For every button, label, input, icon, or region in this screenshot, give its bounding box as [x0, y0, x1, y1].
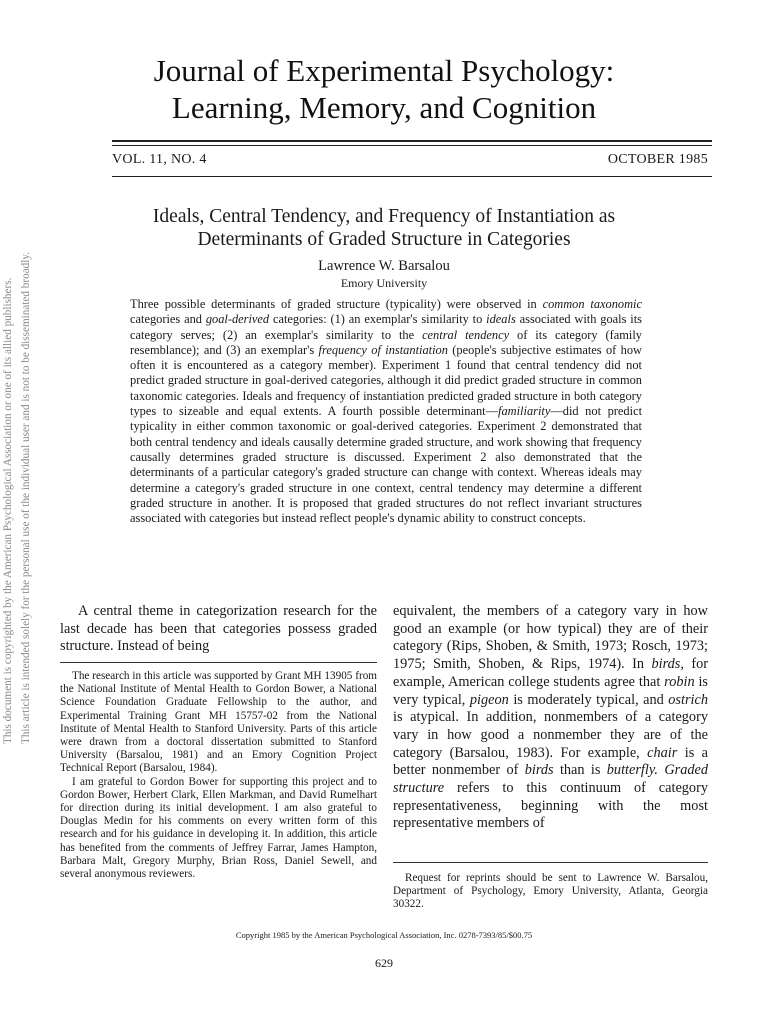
volume-issue: VOL. 11, NO. 4: [112, 152, 207, 167]
abstract: Three possible determinants of graded structure (typicality) were observed in common taxonomic categories and goal-derived categories: (1) an exemplar's similarity to ideals associated with goals its category serves; (2) an exemplar's similarity to the central tendency of its category (family resemblance); and (3) an exemplar's frequency of instantiation (people's subjective estimates of how often it is encountered as a category member). Experiment 1 found that central tendency did not predict graded structure in goal-derived categories, although it did predict graded structure in common taxonomic categories. Ideals and frequency of instantiation predicted graded structure in both category types to sizeable and equal extents. A fourth possible determinant—familiarity—did not predict typicality in either common taxonomic or goal-derived categories. Experiment 2 demonstrated that both central tendency and ideals causally determine graded structure, and work showing that frequency causally determines graded structure is discussed. Experiment 2 also demonstrated that the determinants of a particular category's graded structure can change with context. Whereas ideals may determine a category's graded structure in one context, central tendency may determine a different graded structure in another. It is proposed that graded structures do not reflect invariant structures associated with categories but instead reflect people's dynamic ability to construct concepts.: [130, 297, 643, 526]
header-rule-top-thin: [112, 145, 712, 146]
article-title-line2: Determinants of Graded Structure in Categories: [197, 229, 571, 250]
body-right-column: equivalent, the members of a category vary in how good an example (or how typical) they are of their category (Rips, Shoben, & Smith, 1973; Rosch, 1973; 1975; Smith, Shoben, & Rips, 1974). In birds, for example, American college students agree that robin is very typical, pigeon is moderately typical, and ostrich is atypical. In addition, nonmembers of a category vary in how good a nonmember they are of the category (Barsalou, 1983). For example, chair is a better nonmember of birds than is butterfly. Graded structure refers to this continuum of category representativeness, beginning with the most representative members of: [393, 603, 709, 832]
author-affiliation: Emory University: [340, 276, 428, 290]
copyright-line: Copyright 1985 by the American Psychological Association, Inc. 0278-7393/85/$00.75: [235, 930, 533, 940]
footnote-acknowledgments: I am grateful to Gordon Bower for supporting this project and to Gordon Bower, Herbert Clark, Ellen Markman, and David Rumelhart for direction during its initial development. I am also grateful to Douglas Medin for his comments on every written form of this research and for his guidance in developing it. In addition, this article has benefited from the comments of Jeffrey Farrar, James Hampton, Barbara Malt, Gregory Murphy, Brian Ross, Daniel Sewell, and several anonymous reviewers.: [60, 775, 377, 881]
page-number: 629: [375, 956, 393, 970]
footnote-rule-right: [393, 862, 708, 863]
footnote-reprints: Request for reprints should be sent to Lawrence W. Barsalou, Department of Psychology, Emory University, Atlanta, Georgia 30322.: [393, 872, 708, 911]
journal-title: [60, 52, 708, 126]
body-left-column: A central theme in categorization research for the last decade has been that categories possess graded structure. Instead of being: [60, 603, 377, 655]
header-rule-bottom: [112, 176, 712, 177]
footnote-funding: The research in this article was supported by Grant MH 13905 from the National Institute of Mental Health to Gordon Bower, a National Science Foundation Graduate Fellowship to the author, and Experimental Training Grant MH 15757-02 from the National Institute of Mental Health to Stanford University. Parts of this article were drawn from a doctoral dissertation submitted to Stanford University (Barsalou, 1981) and an Emory Cognition Project Technical Report (Barsalou, 1984).: [60, 670, 377, 775]
footnotes-left: [60, 670, 377, 881]
copyright-watermark-line1: This document is copyrighted by the American Psychological Association or one of its allied publishers.: [2, 277, 14, 744]
issue-date: OCTOBER 1985: [607, 152, 708, 167]
header-rule-top: [112, 140, 712, 142]
article-title: [60, 205, 708, 251]
journal-title-line1: Journal of Experimental Psychology:: [153, 53, 615, 88]
author-name: Lawrence W. Barsalou: [318, 258, 450, 274]
journal-title-line2: Learning, Memory, and Cognition: [171, 90, 597, 125]
copyright-watermark-line2: This article is intended solely for the personal use of the individual user and is not to be disseminated broadly.: [20, 251, 32, 744]
article-title-line1: Ideals, Central Tendency, and Frequency of Instantiation as: [152, 206, 616, 227]
footnote-rule-left: [60, 662, 377, 663]
